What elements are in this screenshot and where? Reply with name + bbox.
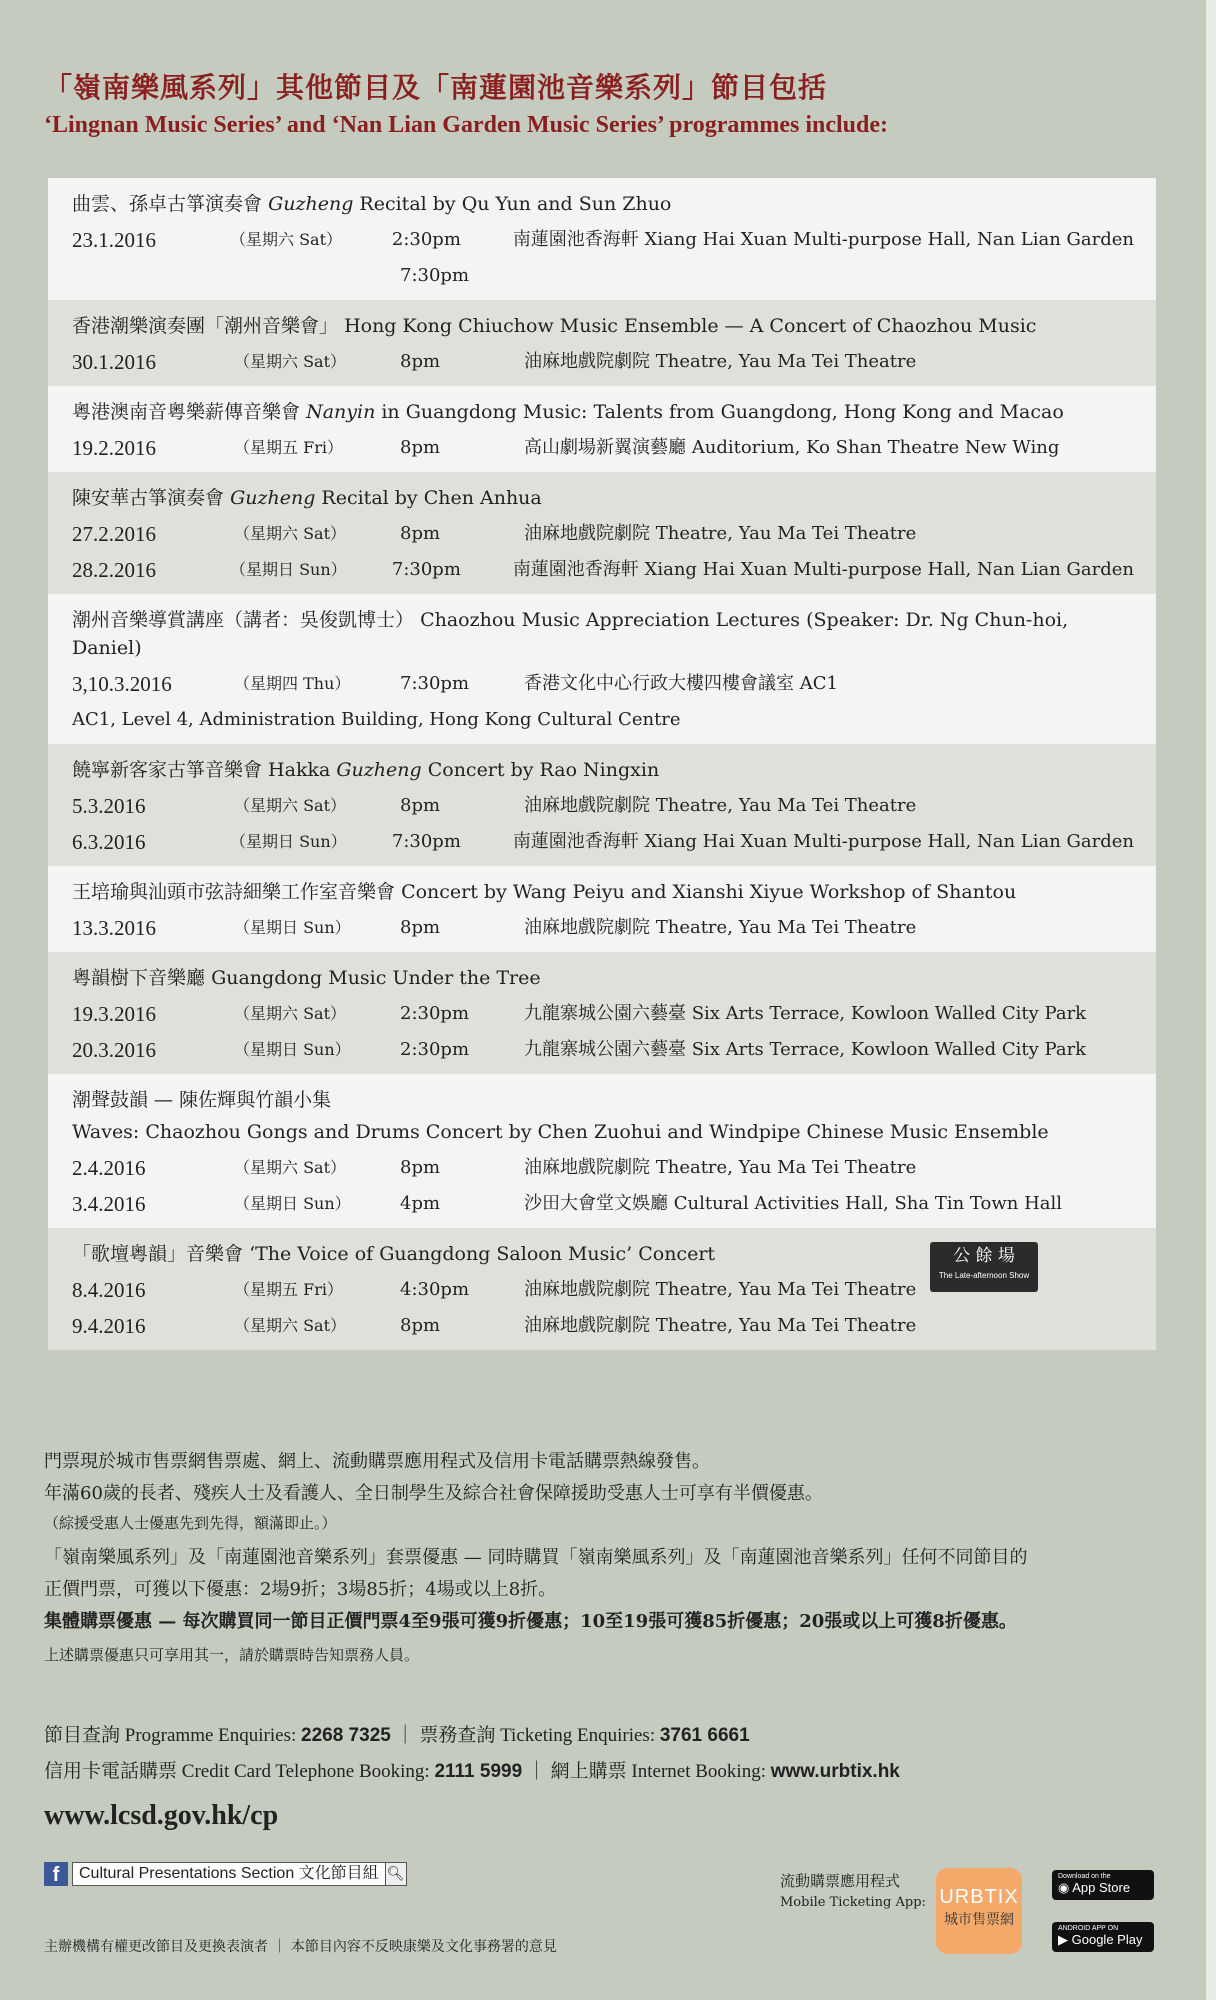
performance-row [72, 258, 1134, 294]
performance-row [72, 824, 1134, 860]
note-line: 年滿60歲的長者、殘疾人士及看護人、全日制學生及綜合社會保障援助受惠人士可享有半價優惠。 [44, 1483, 823, 1504]
heading-zh: 「嶺南樂風系列」其他節目及「南蓮園池音樂系列」節目包括 [44, 71, 828, 104]
programme-enquiries-zh: 節目查詢 [44, 1725, 121, 1746]
performance-day: （星期六 Sat） [234, 1316, 347, 1335]
performance-day: （星期日 Sun） [234, 1040, 351, 1059]
programme-title-en: Concert by Rao Ningxin [421, 759, 660, 781]
badge-label-zh: 公 餘 場 [953, 1246, 1015, 1266]
programme-title-zh: 「歌壇粵韻」音樂會 [72, 1243, 244, 1265]
programme-block [48, 866, 1156, 952]
programme-list [48, 178, 1156, 1350]
google-play-label: Google Play [1071, 1932, 1143, 1947]
programme-block [48, 952, 1156, 1074]
performance-venue: 九龍寨城公園六藝臺 Six Arts Terrace, Kowloon Walled City Park [524, 1039, 1087, 1060]
performance-venue: 油麻地戲院劇院 Theatre, Yau Ma Tei Theatre [524, 1157, 917, 1178]
performance-day: （星期日 Sun） [234, 918, 351, 937]
performance-date: 5.3.2016 [72, 794, 146, 818]
internet-booking-zh: ｜ 網上購票 [526, 1761, 627, 1782]
credit-card-booking-en: Credit Card Telephone Booking: [177, 1761, 435, 1782]
performance-day: （星期日 Sun） [229, 832, 347, 851]
note-line: 上述購票優惠只可享用其一，請於購票時告知票務人員。 [44, 1646, 420, 1664]
performance-venue: 高山劇場新翼演藝廳 Auditorium, Ko Shan Theatre New Wing [524, 437, 1060, 458]
venue-detail: AC1, Level 4, Administration Building, Hong Kong Cultural Centre [72, 709, 681, 730]
urbtix-name: URBTIX [939, 1886, 1019, 1908]
page-edge [1206, 0, 1216, 2000]
performance-row [72, 1032, 1134, 1068]
programme-title [72, 312, 1134, 340]
ticket-notes [44, 1446, 1164, 1668]
performance-date: 20.3.2016 [72, 1038, 156, 1062]
performance-time: 8pm [400, 437, 441, 458]
performance-venue: 沙田大會堂文娛廳 Cultural Activities Hall, Sha Tin Town Hall [524, 1193, 1063, 1214]
disclaimer: 主辦機構有權更改節目及更換表演者 ｜ 本節目內容不反映康樂及文化事務署的意見 [44, 1939, 557, 1955]
mobile-label-en: Mobile Ticketing App: [780, 1895, 926, 1910]
performance-date: 6.3.2016 [72, 830, 146, 854]
performance-day: （星期五 Fri） [234, 438, 343, 457]
performance-row [72, 996, 1134, 1032]
performance-time: 8pm [400, 795, 441, 816]
ticketing-enquiries-en: Ticketing Enquiries: [495, 1725, 660, 1746]
programme-title-prefix: Hakka [262, 759, 337, 781]
note-line: （綜援受惠人士優惠先到先得，額滿即止。） [44, 1514, 337, 1532]
performance-day [234, 258, 400, 294]
performance-day: （星期六 Sat） [234, 524, 347, 543]
performance-venue: 油麻地戲院劇院 Theatre, Yau Ma Tei Theatre [524, 523, 917, 544]
performance-venue: 油麻地戲院劇院 Theatre, Yau Ma Tei Theatre [524, 1279, 917, 1300]
performance-day: （星期六 Sat） [234, 1158, 347, 1177]
programme-title-en: in Guangdong Music: Talents from Guangdong, Hong Kong and Macao [375, 401, 1064, 423]
programme-title-en: ‘The Voice of Guangdong Saloon Music’ Concert [249, 1243, 716, 1265]
performance-day: （星期日 Sun） [229, 560, 347, 579]
search-icon: 🔍︎ [386, 1862, 407, 1886]
app-store-label: App Store [1072, 1880, 1131, 1895]
mobile-label-zh: 流動購票應用程式 [780, 1872, 901, 1890]
programme-title [72, 606, 1134, 662]
google-play-caption: ANDROID APP ON [1058, 1925, 1119, 1932]
performance-venue: 油麻地戲院劇院 Theatre, Yau Ma Tei Theatre [524, 351, 917, 372]
programme-title-en: Recital by Chen Anhua [315, 487, 542, 509]
performance-row [72, 1308, 1134, 1344]
programme-title [72, 878, 1134, 906]
heading-en: ‘Lingnan Music Series’ and ‘Nan Lian Garden Music Series’ programmes include: [44, 112, 889, 138]
internet-booking-en: Internet Booking: [626, 1761, 771, 1782]
performance-time: 8pm [400, 917, 441, 938]
programme-block [48, 300, 1156, 386]
contact-line-2 [44, 1754, 900, 1790]
internet-booking-link[interactable]: www.urbtix.hk [770, 1761, 900, 1782]
programme-enquiries-number[interactable]: 2268 7325 [301, 1725, 391, 1746]
programme-title [72, 1086, 1134, 1114]
performance-row [72, 516, 1134, 552]
performance-row [72, 222, 1134, 258]
performance-date: 13.3.2016 [72, 916, 156, 940]
performance-time: 4:30pm [400, 1279, 470, 1300]
programme-block [48, 744, 1156, 866]
performance-venue: 南蓮園池香海軒 Xiang Hai Xuan Multi-purpose Hall, Nan Lian Garden [512, 831, 1134, 852]
urbtix-name-zh: 城市售票網 [944, 1911, 1014, 1927]
programme-block [48, 178, 1156, 300]
note-line: 門票現於城市售票網售票處、網上、流動購票應用程式及信用卡電話購票熱線發售。 [44, 1451, 710, 1472]
performance-venue [524, 258, 1134, 294]
facebook-label: Cultural Presentations Section 文化節目組 [72, 1862, 386, 1886]
programme-block [48, 472, 1156, 594]
performance-date: 3,10.3.2016 [72, 672, 172, 696]
performance-row [72, 552, 1134, 588]
facebook-page[interactable] [44, 1862, 407, 1886]
performance-time: 4pm [400, 1193, 441, 1214]
contact-info [44, 1718, 900, 1790]
note-line: 集體購票優惠 — 每次購買同一節目正價門票4至9張可獲9折優惠；10至19張可獲85折優惠；20張或以上可獲8折優惠。 [44, 1611, 1017, 1632]
programme-title-zh: 陳安華古箏演奏會 [72, 487, 225, 509]
programme-title-italic: Guzheng [336, 759, 422, 781]
performance-day: （星期日 Sun） [234, 1194, 351, 1213]
performance-day: （星期四 Thu） [234, 674, 351, 693]
contact-line-1 [44, 1718, 900, 1754]
performance-venue: 油麻地戲院劇院 Theatre, Yau Ma Tei Theatre [524, 1315, 917, 1336]
performance-time: 7:30pm [391, 559, 461, 580]
programme-title-en: Chaozhou Music Appreciation Lectures (Speaker: Dr. Ng Chun-hoi, Daniel) [72, 609, 1069, 659]
website-link[interactable]: www.lcsd.gov.hk/cp [44, 1800, 279, 1831]
note-line: 正價門票，可獲以下優惠：2場9折；3場85折；4場或以上8折。 [44, 1579, 557, 1600]
performance-date: 9.4.2016 [72, 1314, 146, 1338]
app-store-button[interactable] [1052, 1870, 1154, 1900]
performance-time: 8pm [400, 351, 441, 372]
performance-date: 2.4.2016 [72, 1156, 146, 1180]
programme-title-zh: 粵港澳南音粵樂薪傳音樂會 [72, 401, 301, 423]
programme-block [48, 1074, 1156, 1228]
performance-day: （星期六 Sat） [234, 1004, 347, 1023]
performance-venue: 南蓮園池香海軒 Xiang Hai Xuan Multi-purpose Hall, Nan Lian Garden [512, 559, 1134, 580]
programme-title-italic: Guzheng [230, 487, 316, 509]
performance-date: 8.4.2016 [72, 1278, 146, 1302]
performance-time: 2:30pm [400, 1039, 470, 1060]
performance-venue: 九龍寨城公園六藝臺 Six Arts Terrace, Kowloon Walled City Park [524, 1003, 1087, 1024]
programme-title-zh: 饒寧新客家古箏音樂會 [72, 759, 263, 781]
performance-time: 7:30pm [400, 673, 470, 694]
programme-block [48, 386, 1156, 472]
performance-row [72, 344, 1134, 380]
performance-date: 23.1.2016 [72, 228, 156, 252]
google-play-button[interactable] [1052, 1922, 1154, 1952]
performance-row [72, 1186, 1134, 1222]
programme-title-zh: 香港潮樂演奏團「潮州音樂會」 [72, 315, 339, 337]
programme-title [72, 190, 1134, 218]
performance-venue: 油麻地戲院劇院 Theatre, Yau Ma Tei Theatre [524, 795, 917, 816]
programme-title-line2: Waves: Chaozhou Gongs and Drums Concert by Chen Zuohui and Windpipe Chinese Music Ensemble [72, 1121, 1049, 1143]
apple-icon: ◉ [1058, 1880, 1070, 1895]
note-line: 「嶺南樂風系列」及「南蓮園池音樂系列」套票優惠 — 同時購買「嶺南樂風系列」及「南蓮園池音樂系列」任何不同節目的 [44, 1547, 1028, 1568]
programme-block [48, 1228, 1156, 1350]
performance-venue: 油麻地戲院劇院 Theatre, Yau Ma Tei Theatre [524, 917, 917, 938]
performance-date: 27.2.2016 [72, 522, 156, 546]
programme-title-italic: Nanyin [306, 401, 376, 423]
programme-title-en: Guangdong Music Under the Tree [211, 967, 541, 989]
programme-title [72, 484, 1134, 512]
performance-venue: 香港文化中心行政大樓四樓會議室 AC1 [524, 673, 838, 694]
programme-title-zh: 王培瑜與汕頭市弦詩細樂工作室音樂會 [72, 881, 396, 903]
performance-time: 8pm [400, 1315, 441, 1336]
late-afternoon-show-badge [930, 1242, 1038, 1292]
performance-row [72, 666, 1134, 702]
performance-date: 19.3.2016 [72, 1002, 156, 1026]
ticketing-enquiries-zh: ｜ 票務查詢 [395, 1725, 496, 1746]
credit-card-booking-zh: 信用卡電話購票 [44, 1761, 178, 1782]
programme-title [72, 398, 1134, 426]
play-icon: ▶ [1058, 1932, 1068, 1947]
performance-row [72, 1150, 1134, 1186]
performance-time: 7:30pm [400, 265, 470, 286]
badge-label-en: The Late-afternoon Show [938, 1271, 1030, 1280]
programme-title-zh: 粵韻樹下音樂廳 [72, 967, 206, 989]
mobile-ticketing-label [780, 1870, 926, 1914]
performance-row [72, 788, 1134, 824]
performance-row [72, 430, 1134, 466]
programme-title-en: Recital by Qu Yun and Sun Zhuo [353, 193, 672, 215]
programme-title-en: Concert by Wang Peiyu and Xianshi Xiyue Workshop of Shantou [401, 881, 1017, 903]
programme-title-zh: 潮州音樂導賞講座（講者：吳俊凱博士） [72, 609, 415, 631]
programme-title-zh: 曲雲、孫卓古箏演奏會 [72, 193, 263, 215]
urbtix-logo[interactable] [936, 1868, 1022, 1954]
performance-day: （星期六 Sat） [234, 796, 347, 815]
performance-date: 30.1.2016 [72, 350, 156, 374]
programme-title [72, 756, 1134, 784]
credit-card-booking-number[interactable]: 2111 5999 [434, 1761, 523, 1782]
performance-time: 8pm [400, 1157, 441, 1178]
performance-time: 2:30pm [400, 1003, 470, 1024]
programme-block [48, 594, 1156, 744]
ticketing-enquiries-number[interactable]: 3761 6661 [659, 1725, 750, 1746]
performance-day: （星期五 Fri） [234, 1280, 343, 1299]
performance-day: （星期六 Sat） [234, 352, 347, 371]
facebook-icon: f [44, 1862, 68, 1886]
performance-date [72, 258, 234, 294]
programme-title-zh: 潮聲鼓韻 — 陳佐輝與竹韻小集 [72, 1089, 332, 1111]
performance-time: 2:30pm [391, 229, 461, 250]
programme-title-italic: Guzheng [268, 193, 354, 215]
heading [44, 66, 888, 139]
performance-date: 3.4.2016 [72, 1192, 146, 1216]
performance-row [72, 910, 1134, 946]
performance-venue: 南蓮園池香海軒 Xiang Hai Xuan Multi-purpose Hall, Nan Lian Garden [512, 229, 1134, 250]
performance-day: （星期六 Sat） [229, 230, 343, 249]
programme-title [72, 964, 1134, 992]
performance-date: 19.2.2016 [72, 436, 156, 460]
performance-time: 7:30pm [391, 831, 461, 852]
programme-title-en: Hong Kong Chiuchow Music Ensemble — A Concert of Chaozhou Music [344, 315, 1037, 337]
performance-time: 8pm [400, 523, 441, 544]
programme-enquiries-en: Programme Enquiries: [120, 1725, 302, 1746]
performance-date: 28.2.2016 [72, 558, 156, 582]
app-store-caption: Download on the [1058, 1873, 1111, 1880]
